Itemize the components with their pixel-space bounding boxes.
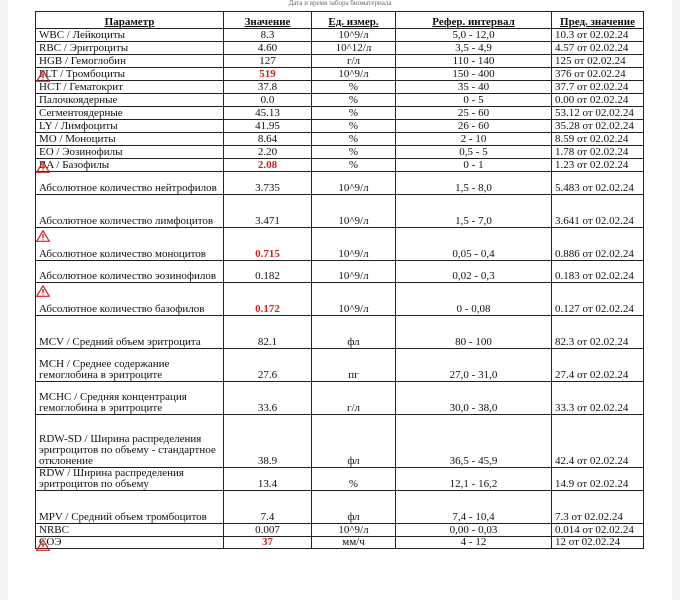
row-param-name: RDW / Ширина распределения эритроцитов по объему (36, 468, 224, 491)
row-param-name: PLT / Тромбоциты (36, 68, 224, 81)
row-prev-value: 37.7 от 02.02.24 (552, 81, 644, 94)
row-prev-value: 1.23 от 02.02.24 (552, 159, 644, 172)
table-row (36, 159, 644, 172)
table-row (36, 382, 644, 415)
row-param-name: Сегментоядерные (36, 107, 224, 120)
row-param-name: Абсолютное количество лимфоцитов (36, 195, 224, 228)
row-param-name: MPV / Средний объем тромбоцитов (36, 491, 224, 524)
table-row (36, 491, 644, 524)
row-value: 0.007 (224, 524, 312, 537)
row-value: 0.715 (224, 228, 312, 261)
row-value: 27.6 (224, 349, 312, 382)
row-ref-interval: 150 - 400 (396, 68, 552, 81)
warning-icon (36, 285, 50, 297)
row-ref-interval: 0,00 - 0,03 (396, 524, 552, 537)
row-value: 0.182 (224, 261, 312, 283)
warning-icon (36, 161, 50, 173)
row-unit: 10^9/л (312, 283, 396, 316)
row-param-name: Абсолютное количество базофилов (36, 283, 224, 316)
row-param-name: RBC / Эритроциты (36, 42, 224, 55)
header-note: Дата и время забора биоматериала (288, 0, 392, 7)
row-value: 8.64 (224, 133, 312, 146)
row-value: 38.9 (224, 415, 312, 468)
row-unit: 10^9/л (312, 524, 396, 537)
row-ref-interval: 110 - 140 (396, 55, 552, 68)
row-value: 45.13 (224, 107, 312, 120)
table-row (36, 68, 644, 81)
column-header-prev: Пред. значение (552, 12, 644, 29)
row-unit: 10^9/л (312, 195, 396, 228)
table-row (36, 537, 644, 549)
table-row (36, 107, 644, 120)
table-row (36, 55, 644, 68)
warning-icon (36, 230, 50, 242)
row-unit: 10^9/л (312, 228, 396, 261)
row-value: 519 (224, 68, 312, 81)
table-row (36, 120, 644, 133)
column-header-param: Параметр (36, 12, 224, 29)
row-unit: 10^9/л (312, 261, 396, 283)
row-prev-value: 125 от 02.02.24 (552, 55, 644, 68)
row-param-name: MCH / Среднее содержание гемоглобина в эритроците (36, 349, 224, 382)
row-unit: фл (312, 316, 396, 349)
row-prev-value: 5.483 от 02.02.24 (552, 172, 644, 195)
table-row (36, 283, 644, 316)
row-prev-value: 3.641 от 02.02.24 (552, 195, 644, 228)
row-ref-interval: 27,0 - 31,0 (396, 349, 552, 382)
column-header-ref: Рефер. интервал (396, 12, 552, 29)
row-prev-value: 376 от 02.02.24 (552, 68, 644, 81)
row-prev-value: 7.3 от 02.02.24 (552, 491, 644, 524)
row-ref-interval: 0,5 - 5 (396, 146, 552, 159)
row-prev-value: 1.78 от 02.02.24 (552, 146, 644, 159)
table-row (36, 172, 644, 195)
row-value: 3.471 (224, 195, 312, 228)
row-param-name: BA / Базофилы (36, 159, 224, 172)
row-ref-interval: 26 - 60 (396, 120, 552, 133)
row-value: 41.95 (224, 120, 312, 133)
row-unit: фл (312, 491, 396, 524)
row-value: 33.6 (224, 382, 312, 415)
row-value: 2.08 (224, 159, 312, 172)
row-prev-value: 0.00 от 02.02.24 (552, 94, 644, 107)
table-row (36, 349, 644, 382)
row-ref-interval: 12,1 - 16,2 (396, 468, 552, 491)
table-row (36, 146, 644, 159)
row-prev-value: 33.3 от 02.02.24 (552, 382, 644, 415)
row-param-name: СОЭ (36, 537, 224, 549)
row-param-name: MCV / Средний объем эритроцита (36, 316, 224, 349)
table-row (36, 524, 644, 537)
row-ref-interval: 0 - 0,08 (396, 283, 552, 316)
row-value: 0.172 (224, 283, 312, 316)
row-ref-interval: 5,0 - 12,0 (396, 29, 552, 42)
row-param-name: LY / Лимфоциты (36, 120, 224, 133)
row-param-name: Абсолютное количество нейтрофилов (36, 172, 224, 195)
table-row (36, 228, 644, 261)
row-prev-value: 35.28 от 02.02.24 (552, 120, 644, 133)
table-row (36, 133, 644, 146)
row-param-name: Абсолютное количество моноцитов (36, 228, 224, 261)
row-value: 37 (224, 537, 312, 549)
row-unit: г/л (312, 55, 396, 68)
row-unit: % (312, 81, 396, 94)
row-unit: 10^9/л (312, 29, 396, 42)
row-value: 82.1 (224, 316, 312, 349)
row-ref-interval: 1,5 - 8,0 (396, 172, 552, 195)
row-ref-interval: 30,0 - 38,0 (396, 382, 552, 415)
row-unit: г/л (312, 382, 396, 415)
table-row (36, 415, 644, 468)
row-value: 37.8 (224, 81, 312, 94)
row-unit: % (312, 468, 396, 491)
row-unit: 10^9/л (312, 172, 396, 195)
row-prev-value: 4.57 от 02.02.24 (552, 42, 644, 55)
table-row (36, 316, 644, 349)
row-param-name: MCHC / Средняя концентрация гемоглобина в эритроците (36, 382, 224, 415)
row-value: 0.0 (224, 94, 312, 107)
row-unit: % (312, 133, 396, 146)
row-prev-value: 14.9 от 02.02.24 (552, 468, 644, 491)
row-value: 4.60 (224, 42, 312, 55)
warning-icon (36, 539, 50, 551)
column-header-unit: Ед. измер. (312, 12, 396, 29)
row-ref-interval: 4 - 12 (396, 537, 552, 549)
row-unit: 10^12/л (312, 42, 396, 55)
row-prev-value: 10.3 от 02.02.24 (552, 29, 644, 42)
row-ref-interval: 2 - 10 (396, 133, 552, 146)
row-param-name: MO / Моноциты (36, 133, 224, 146)
row-ref-interval: 0 - 1 (396, 159, 552, 172)
row-ref-interval: 7,4 - 10,4 (396, 491, 552, 524)
row-unit: пг (312, 349, 396, 382)
row-unit: фл (312, 415, 396, 468)
row-ref-interval: 35 - 40 (396, 81, 552, 94)
warning-icon (36, 70, 50, 82)
table-row (36, 468, 644, 491)
table-row (36, 94, 644, 107)
row-prev-value: 0.014 от 02.02.24 (552, 524, 644, 537)
table-header-row (36, 12, 644, 29)
table-row (36, 81, 644, 94)
row-prev-value: 53.12 от 02.02.24 (552, 107, 644, 120)
row-param-name: Абсолютное количество эозинофилов (36, 261, 224, 283)
table-row (36, 29, 644, 42)
row-prev-value: 8.59 от 02.02.24 (552, 133, 644, 146)
row-unit: мм/ч (312, 537, 396, 549)
row-prev-value: 12 от 02.02.24 (552, 537, 644, 549)
row-value: 127 (224, 55, 312, 68)
row-param-name: EO / Эозинофилы (36, 146, 224, 159)
row-unit: % (312, 159, 396, 172)
row-prev-value: 42.4 от 02.02.24 (552, 415, 644, 468)
row-unit: % (312, 120, 396, 133)
row-ref-interval: 25 - 60 (396, 107, 552, 120)
row-prev-value: 27.4 от 02.02.24 (552, 349, 644, 382)
row-param-name: Палочкоядерные (36, 94, 224, 107)
row-param-name: HCT / Гематокрит (36, 81, 224, 94)
row-value: 13.4 (224, 468, 312, 491)
row-param-name: RDW-SD / Ширина распределения эритроцитов по объему - стандартное отклонение (36, 415, 224, 468)
row-prev-value: 82.3 от 02.02.24 (552, 316, 644, 349)
table-row (36, 261, 644, 283)
row-ref-interval: 3,5 - 4,9 (396, 42, 552, 55)
row-ref-interval: 1,5 - 7,0 (396, 195, 552, 228)
row-ref-interval: 0,05 - 0,4 (396, 228, 552, 261)
row-value: 2.20 (224, 146, 312, 159)
table-row (36, 195, 644, 228)
row-ref-interval: 36,5 - 45,9 (396, 415, 552, 468)
table-row (36, 42, 644, 55)
row-param-name: HGB / Гемоглобин (36, 55, 224, 68)
lab-results-table (35, 11, 644, 549)
row-value: 7.4 (224, 491, 312, 524)
row-ref-interval: 0,02 - 0,3 (396, 261, 552, 283)
row-ref-interval: 0 - 5 (396, 94, 552, 107)
row-ref-interval: 80 - 100 (396, 316, 552, 349)
row-param-name: WBC / Лейкоциты (36, 29, 224, 42)
row-unit: % (312, 146, 396, 159)
row-param-name: NRBC (36, 524, 224, 537)
column-header-value: Значение (224, 12, 312, 29)
row-unit: 10^9/л (312, 68, 396, 81)
row-prev-value: 0.886 от 02.02.24 (552, 228, 644, 261)
row-value: 3.735 (224, 172, 312, 195)
row-prev-value: 0.127 от 02.02.24 (552, 283, 644, 316)
row-unit: % (312, 94, 396, 107)
row-prev-value: 0.183 от 02.02.24 (552, 261, 644, 283)
row-unit: % (312, 107, 396, 120)
row-value: 8.3 (224, 29, 312, 42)
